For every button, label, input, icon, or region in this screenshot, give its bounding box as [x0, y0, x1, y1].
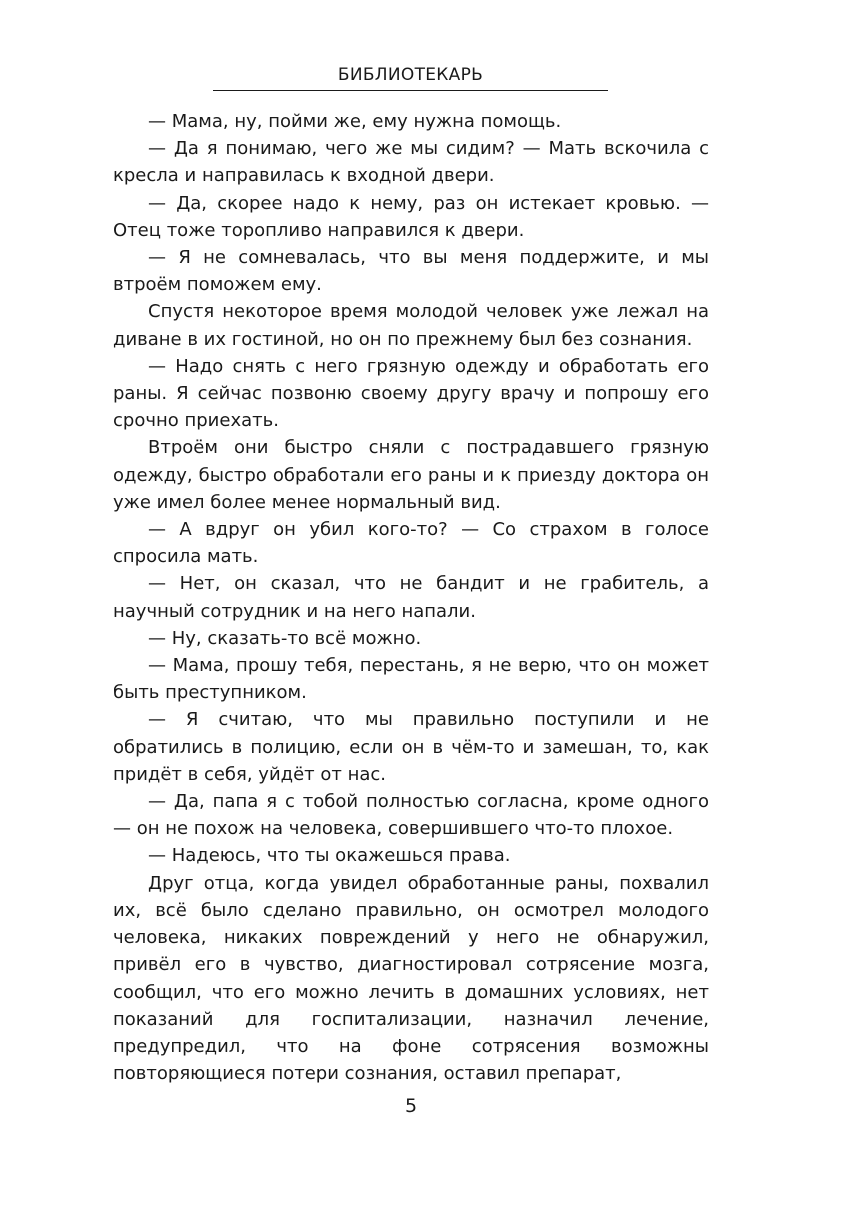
- paragraph: — Мама, ну, пойми же, ему нужна помощь.: [148, 111, 562, 132]
- body-text: [113, 108, 709, 1087]
- page-number: 5: [404, 1095, 418, 1117]
- paragraph: Друг отца, когда увидел обработанные раны, похвалил их, всё было сделано правильно, он осмотрел молодого человека, никаких повреждений у него не обнаружил, привёл его в чувство, диагностировал сотрясение мозга, сообщил, что его можно лечить в домашних условиях, нет показаний для госпитализации, назначил лечение, предупредил, что на фоне сотрясения возможны повторяющиеся потери сознания, оставил препарат,: [113, 872, 709, 1085]
- paragraph: Втроём они быстро сняли с пострадавшего грязную одежду, быстро обработали его раны и к приезду доктора он уже имел более менее нормальный вид.: [113, 437, 709, 513]
- running-head: БИБЛИОТЕКАРЬ: [337, 65, 484, 85]
- paragraph: — Я считаю, что мы правильно поступили и не обратились в полицию, если он в чём-то и замешан, то, как придёт в себя, уйдёт от нас.: [113, 709, 709, 785]
- paragraph: — Я не сомневалась, что вы меня поддержите, и мы втроём поможем ему.: [113, 247, 709, 296]
- paragraph: — Да я понимаю, чего же мы сидим? — Мать вскочила с кресла и направилась к входной двери.: [113, 138, 709, 187]
- paragraph: — Да, папа я с тобой полностью согласна, кроме одного — он не похож на человека, совершившего что-то плохое.: [113, 791, 709, 840]
- paragraph: Спустя некоторое время молодой человек уже лежал на диване в их гостиной, но он по прежнему был без сознания.: [113, 301, 709, 350]
- paragraph: — Мама, прошу тебя, перестань, я не верю, что он может быть преступником.: [113, 655, 709, 704]
- paragraph: — Нет, он сказал, что не бандит и не грабитель, а научный сотрудник и на него напали.: [113, 573, 709, 622]
- paragraph: — Надеюсь, что ты окажешься права.: [148, 845, 511, 867]
- paragraph: — А вдруг он убил кого-то? — Со страхом в голосе спросила мать.: [113, 519, 709, 568]
- paragraph: — Ну, сказать-то всё можно.: [148, 627, 422, 649]
- paragraph: — Надо снять с него грязную одежду и обработать его раны. Я сейчас позвоню своему другу врачу и попрошу его срочно приехать.: [113, 355, 709, 432]
- paragraph: — Да, скорее надо к нему, раз он истекает кровью. — Отец тоже торопливо направился к двери.: [113, 192, 709, 241]
- header-rule: [213, 90, 608, 91]
